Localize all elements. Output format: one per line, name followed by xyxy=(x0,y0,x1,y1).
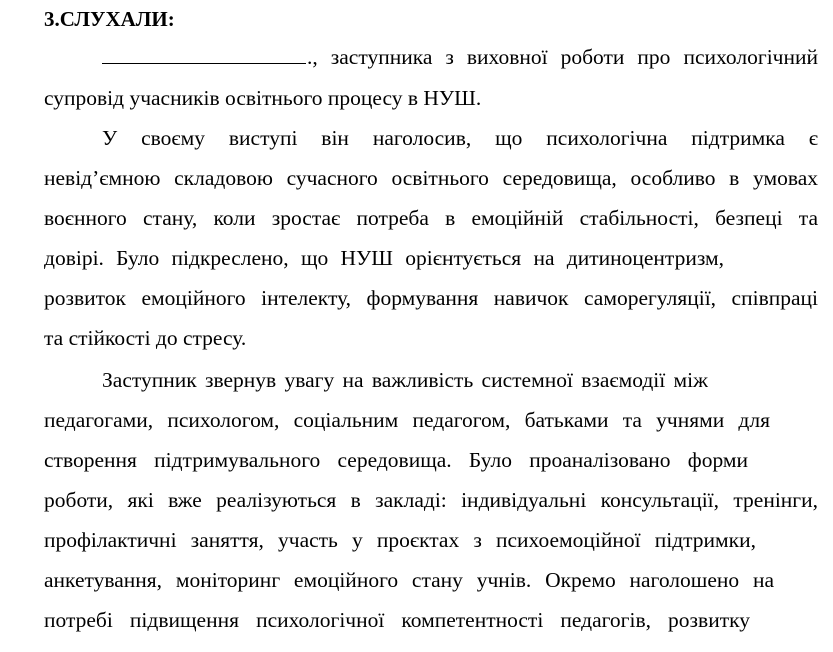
text-line-8: та стійкості до стресу. xyxy=(44,326,247,350)
text-line-1 xyxy=(102,43,818,71)
text-line-15: потребі підвищення психологічної компетентності педагогів, розвитку xyxy=(44,608,750,632)
text-line-11: створення підтримувального середовища. Було проаналізовано форми xyxy=(44,448,748,472)
text-line-13: профілактичні заняття, участь у проєктах з психоемоційної підтримки, xyxy=(44,528,756,552)
text-line-5: воєнного стану, коли зростає потреба в емоційній стабільності, безпеці та xyxy=(44,206,818,230)
text-line-14: анкетування, моніторинг емоційного стану учнів. Окремо наголошено на xyxy=(44,568,774,592)
text-line-10: педагогами, психологом, соціальним педагогом, батьками та учнями для xyxy=(44,408,770,432)
text-line-12: роботи, які вже реалізуються в закладі: індивідуальні консультації, тренінги, xyxy=(44,488,818,512)
section-heading: 3.СЛУХАЛИ: xyxy=(44,7,175,31)
text-line-4: невід’ємною складовою сучасного освітнього середовища, особливо в умовах xyxy=(44,166,818,190)
text-line-9: Заступник звернув увагу на важливість системної взаємодії між xyxy=(102,368,708,392)
text-line-6: довірі. Було підкреслено, що НУШ орієнтується на дитиноцентризм, xyxy=(44,246,724,270)
text-line-7: розвиток емоційного інтелекту, формування навичок саморегуляції, співпраці xyxy=(44,286,818,310)
text-line-1-content: ., заступника з виховної роботи про психологічний xyxy=(307,45,818,69)
text-line-2: супровід учасників освітнього процесу в НУШ. xyxy=(44,86,482,110)
name-blank-line xyxy=(102,43,306,64)
text-line-3: У своєму виступі він наголосив, що психологічна підтримка є xyxy=(102,126,818,150)
